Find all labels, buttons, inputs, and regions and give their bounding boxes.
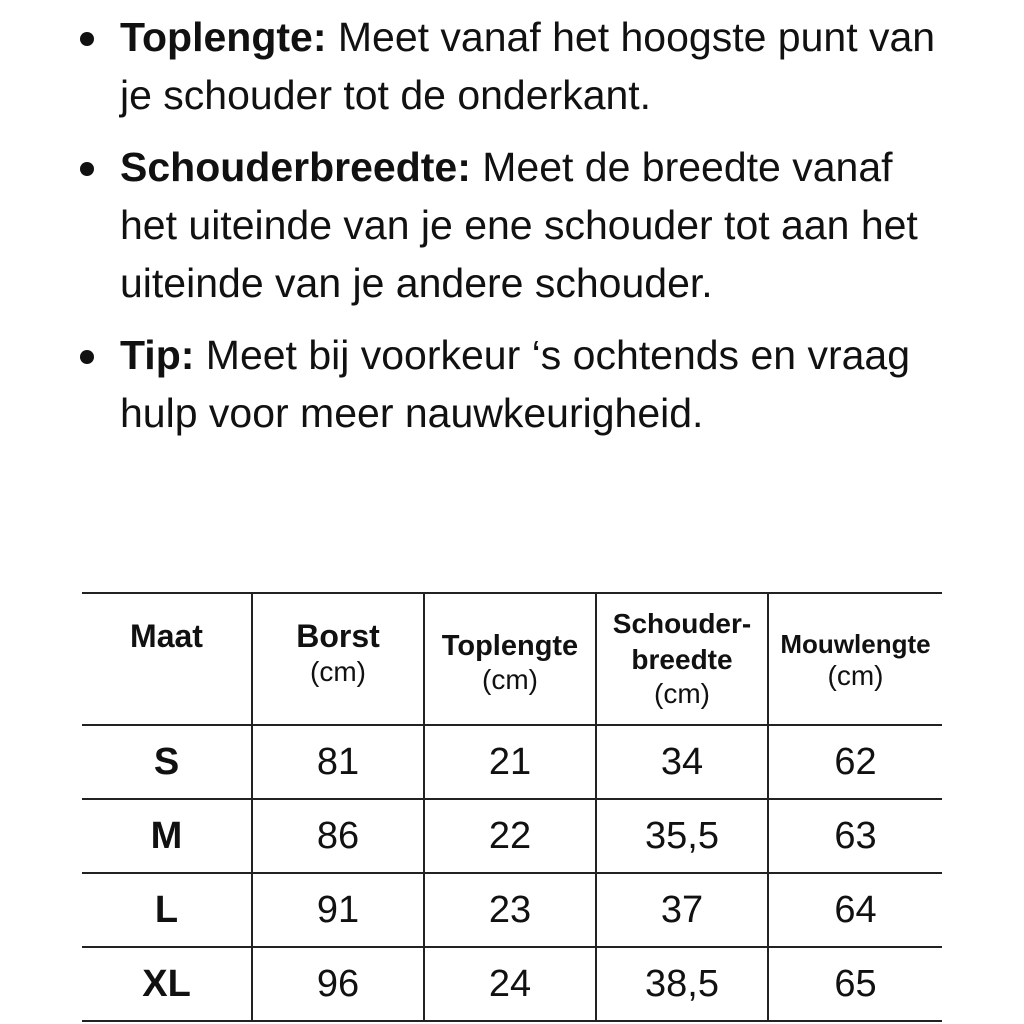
tip-toplengte	[0, 8, 1024, 124]
tip-term: Schouderbreedte:	[120, 144, 471, 190]
cell-toplengte: 23	[424, 873, 596, 947]
tip-text: Meet bij voorkeur ‘s ochtends en vraag hulp voor meer nauwkeurigheid.	[120, 332, 911, 436]
table-header-row	[82, 593, 942, 725]
cell-toplengte: 24	[424, 947, 596, 1021]
cell-borst: 81	[252, 725, 424, 799]
bullet-icon	[80, 350, 94, 364]
header-label: Toplengte	[441, 630, 579, 662]
header-label: Mouwlengte	[780, 629, 931, 659]
tip-text: Meet vanaf het hoogste punt van je schouder tot de onderkant.	[120, 14, 936, 118]
table-row	[82, 947, 942, 1021]
header-toplengte	[424, 593, 596, 725]
header-unit: (cm)	[654, 678, 710, 709]
header-maat	[82, 593, 252, 725]
header-borst	[252, 593, 424, 725]
tip-text: Meet de breedte vanaf het uiteinde van je ene schouder tot aan het uiteinde van je andere schouder.	[120, 144, 918, 306]
cell-mouwlengte: 65	[768, 947, 942, 1021]
header-label-line2: breedte	[631, 644, 733, 675]
table-row	[82, 725, 942, 799]
header-label-line1: Schouder-	[612, 608, 752, 639]
header-mouwlengte	[768, 593, 942, 725]
cell-mouwlengte: 62	[768, 725, 942, 799]
cell-mouwlengte: 64	[768, 873, 942, 947]
cell-size: L	[82, 873, 252, 947]
table-row	[82, 873, 942, 947]
cell-schouderbreedte: 35,5	[596, 799, 768, 873]
cell-mouwlengte: 63	[768, 799, 942, 873]
header-unit: (cm)	[827, 660, 884, 691]
cell-borst: 96	[252, 947, 424, 1021]
size-chart-table	[82, 592, 942, 1022]
tip-general	[0, 326, 1024, 442]
cell-toplengte: 22	[424, 799, 596, 873]
measurement-tips-list	[0, 8, 1024, 456]
cell-borst: 86	[252, 799, 424, 873]
table-row	[82, 799, 942, 873]
header-unit: (cm)	[310, 656, 366, 687]
cell-size: S	[82, 725, 252, 799]
bullet-icon	[80, 162, 94, 176]
cell-schouderbreedte: 38,5	[596, 947, 768, 1021]
header-unit: (cm)	[482, 664, 538, 695]
bullet-icon	[80, 32, 94, 46]
cell-toplengte: 21	[424, 725, 596, 799]
cell-size: XL	[82, 947, 252, 1021]
tip-term: Toplengte:	[120, 14, 327, 60]
tip-term: Tip:	[120, 332, 195, 378]
tip-schouderbreedte	[0, 138, 1024, 312]
cell-borst: 91	[252, 873, 424, 947]
header-schouderbreedte	[596, 593, 768, 725]
cell-size: M	[82, 799, 252, 873]
cell-schouderbreedte: 37	[596, 873, 768, 947]
header-label: Borst	[296, 618, 380, 654]
cell-schouderbreedte: 34	[596, 725, 768, 799]
header-label: Maat	[130, 618, 203, 654]
